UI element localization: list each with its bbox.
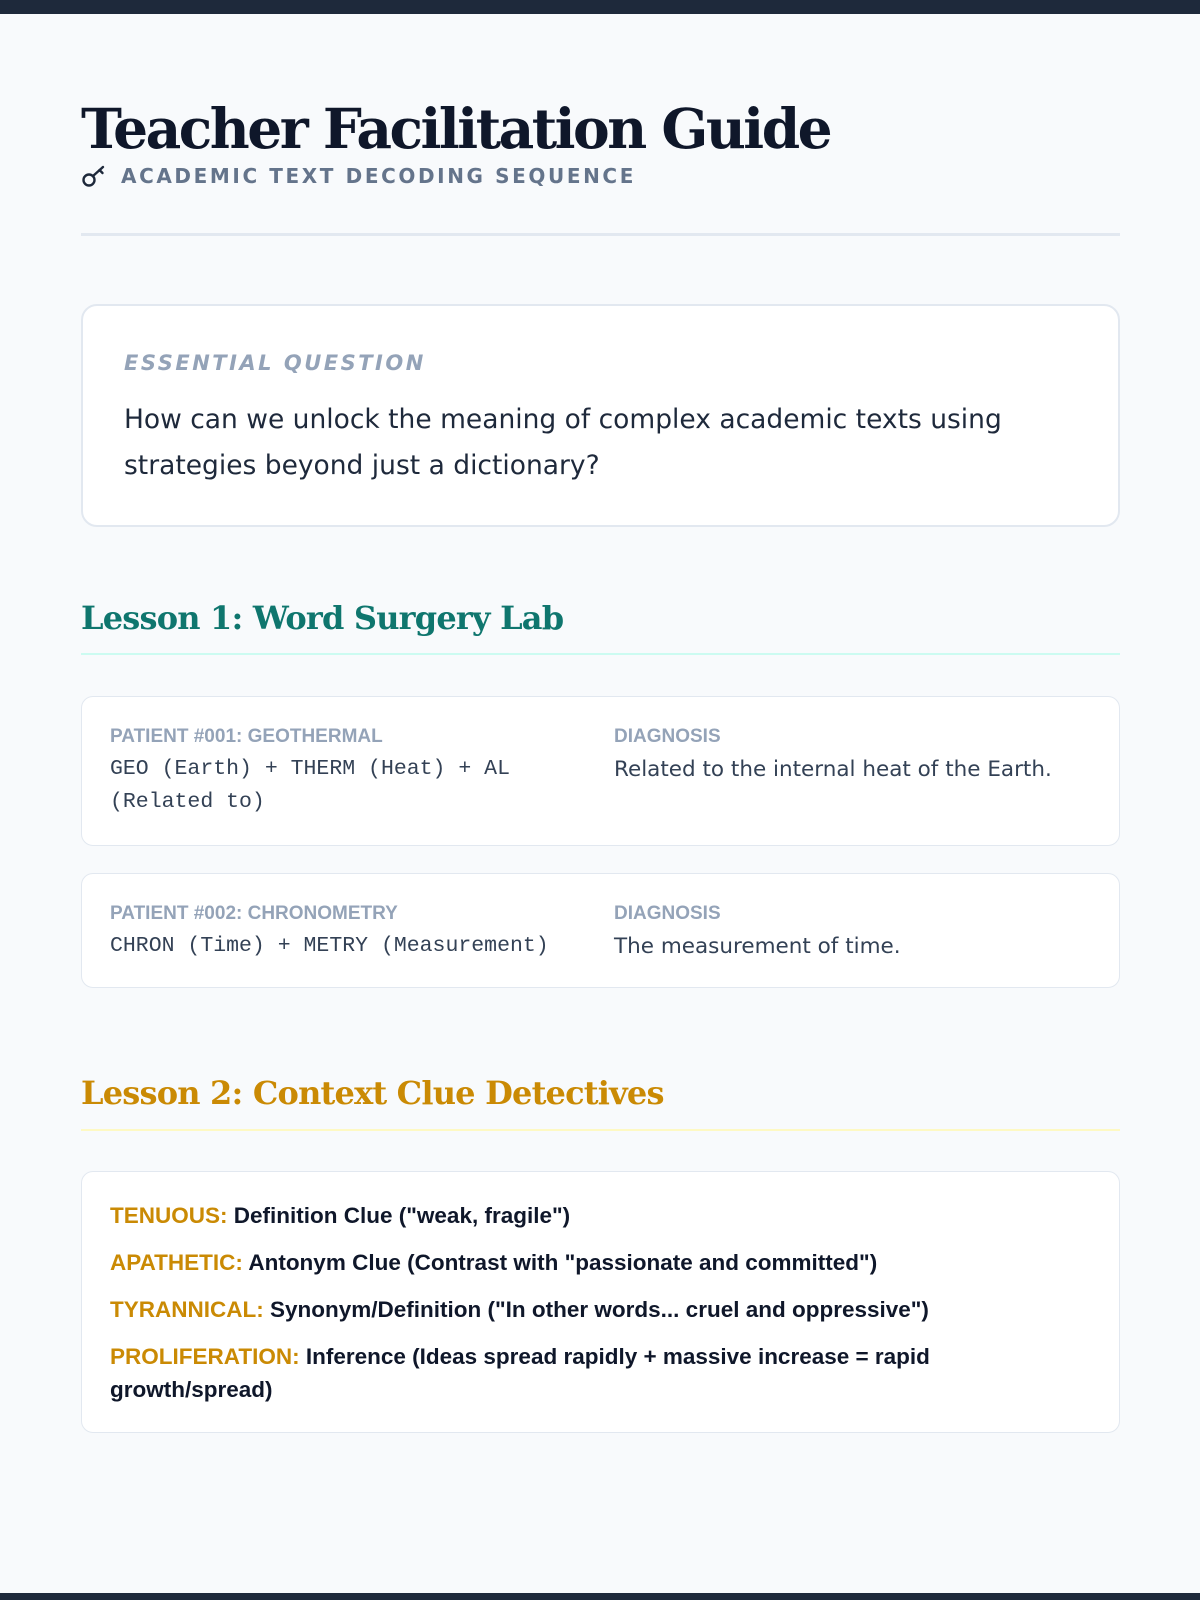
list-item [110,1293,1090,1326]
essential-question-text: How can we unlock the meaning of complex academic texts using strategies beyond just a dictionary? [124,404,1002,481]
lesson2-divider [81,1129,1120,1131]
header-divider [81,233,1120,236]
clue-explanation: Definition Clue ("weak, fragile") [233,1203,571,1228]
context-clue-card [81,1171,1120,1433]
lesson1-divider [81,653,1120,655]
patient-breakdown [110,725,590,819]
page-subtitle: ACADEMIC TEXT DECODING SEQUENCE [121,164,636,188]
clue-explanation: Inference (Ideas spread rapidly + massive increase = rapid growth/spread) [110,1344,930,1402]
list-item [110,1340,1090,1406]
top-accent-bar [0,0,1200,14]
lesson2-title: Lesson 2: Context Clue Detectives [81,1074,664,1112]
patient-diagnosis [614,725,1094,786]
patient-breakdown [110,902,590,963]
diagnosis-text: The measurement of time. [614,934,901,959]
clue-term: APATHETIC: [110,1250,243,1275]
patient-card [81,696,1120,846]
patient-diagnosis [614,902,1094,963]
bottom-accent-bar [0,1593,1200,1600]
context-clue-list [110,1199,1090,1420]
clue-term: TENUOUS: [110,1203,228,1228]
patient-label: PATIENT #002: CHRONOMETRY [110,903,398,924]
clue-explanation: Antonym Clue (Contrast with "passionate and committed") [248,1250,878,1275]
essential-question-label: ESSENTIAL QUESTION [124,351,426,375]
diagnosis-text: Related to the internal heat of the Earth. [614,757,1052,782]
essential-question-card [81,304,1120,527]
clue-explanation: Synonym/Definition ("In other words... cruel and oppressive") [270,1297,929,1322]
list-item [110,1246,1090,1279]
clue-term: TYRANNICAL: [110,1297,264,1322]
patient-word-parts: GEO (Earth) + THERM (Heat) + AL (Related to) [110,757,510,814]
patient-label: PATIENT #001: GEOTHERMAL [110,726,383,747]
list-item [110,1199,1090,1232]
patient-word-parts: CHRON (Time) + METRY (Measurement) [110,934,549,958]
clue-term: PROLIFERATION: [110,1344,300,1369]
key-icon [81,164,107,188]
patient-card [81,873,1120,988]
page-title: Teacher Facilitation Guide [81,96,831,161]
lesson1-title: Lesson 1: Word Surgery Lab [81,599,564,637]
diagnosis-label: DIAGNOSIS [614,726,721,747]
subtitle-row [81,162,636,190]
diagnosis-label: DIAGNOSIS [614,903,721,924]
